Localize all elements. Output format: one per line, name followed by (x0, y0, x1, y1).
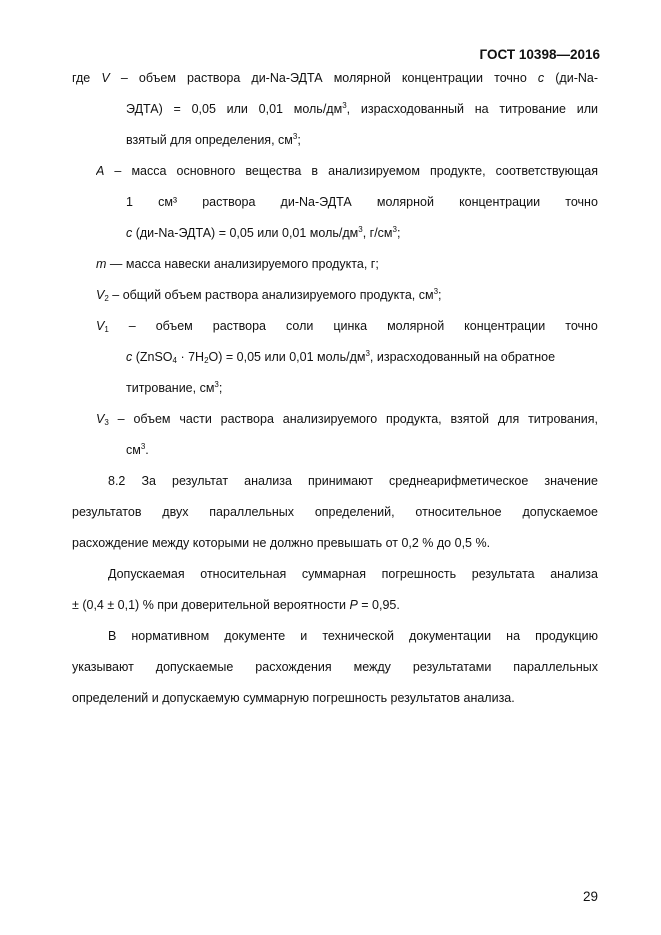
symbol-v3: V (96, 412, 105, 426)
definition-a-line3: c (ди-Na-ЭДТА) = 0,05 или 0,01 моль/$дм^3$, $г/см^3$; (126, 225, 401, 240)
paragraph-8-2-line2: результатов двух параллельных определений, относительное допускаемое (72, 505, 598, 519)
symbol-a: A (96, 164, 105, 178)
paragraph-normative-line2: указывают допускаемые расхождения между результатами параллельных (72, 660, 598, 674)
definition-m: m — масса навески анализируемого продукта, г; (96, 257, 379, 271)
document-header: ГОСТ 10398—2016 (479, 47, 600, 62)
definition-a-line2: 1 см³ раствора ди-Na-ЭДТА молярной концентрации точно (126, 195, 598, 209)
definition-v3-line2: $см^3$. (126, 442, 149, 457)
definition-v1-line1: $V_1$ – объем раствора соли цинка молярной концентрации точно (96, 319, 598, 334)
paragraph-normative-line3: определений и допускаемую суммарную погрешность результатов анализа. (72, 691, 515, 705)
paragraph-8-2-line1: 8.2 За результат анализа принимают среднеарифметическое значение (108, 474, 598, 488)
definition-v-line1: где V – объем раствора ди-Na-ЭДТА молярной концентрации точно c (ди-Na- (72, 71, 598, 85)
symbol-m: m (96, 257, 107, 271)
page-number: 29 (582, 889, 598, 904)
paragraph-normative-line1: В нормативном документе и технической документации на продукцию (108, 629, 598, 643)
definition-v3-line1: $V_3$ – объем части раствора анализируемого продукта, взятой для титрования, (96, 412, 598, 427)
definition-v-line3: взятый для определения, $см^3$; (126, 132, 301, 147)
definition-v1-line3: титрование, $см^3$; (126, 380, 223, 395)
paragraph-8-2-line3: расхождение между которыми не должно превышать от 0,2 % до 0,5 %. (72, 536, 491, 550)
paragraph-error-line2: ± (0,4 ± 0,1) % при доверительной вероятности P = 0,95. (72, 598, 400, 612)
definition-v-line2: ЭДТА) = 0,05 или 0,01 моль/$дм^3$, израсходованный на титрование или (126, 101, 598, 116)
definition-v2: $V_2$ – общий объем раствора анализируемого продукта, $см^3$; (96, 287, 442, 303)
symbol-v: V (101, 71, 110, 85)
symbol-v1: $V_1$ (96, 319, 109, 334)
paragraph-error-line1: Допускаемая относительная суммарная погрешность результата анализа (108, 567, 598, 581)
symbol-v2: V (96, 288, 105, 302)
definition-v1-line2: c (ZnSO$_4$ · $7H_2O) = 0,05$ или 0,01 моль/$дм^3$, израсходованный на обратное (126, 349, 556, 365)
definition-a-line1: A – масса основного вещества в анализируемом продукте, соответствующая (96, 164, 598, 178)
